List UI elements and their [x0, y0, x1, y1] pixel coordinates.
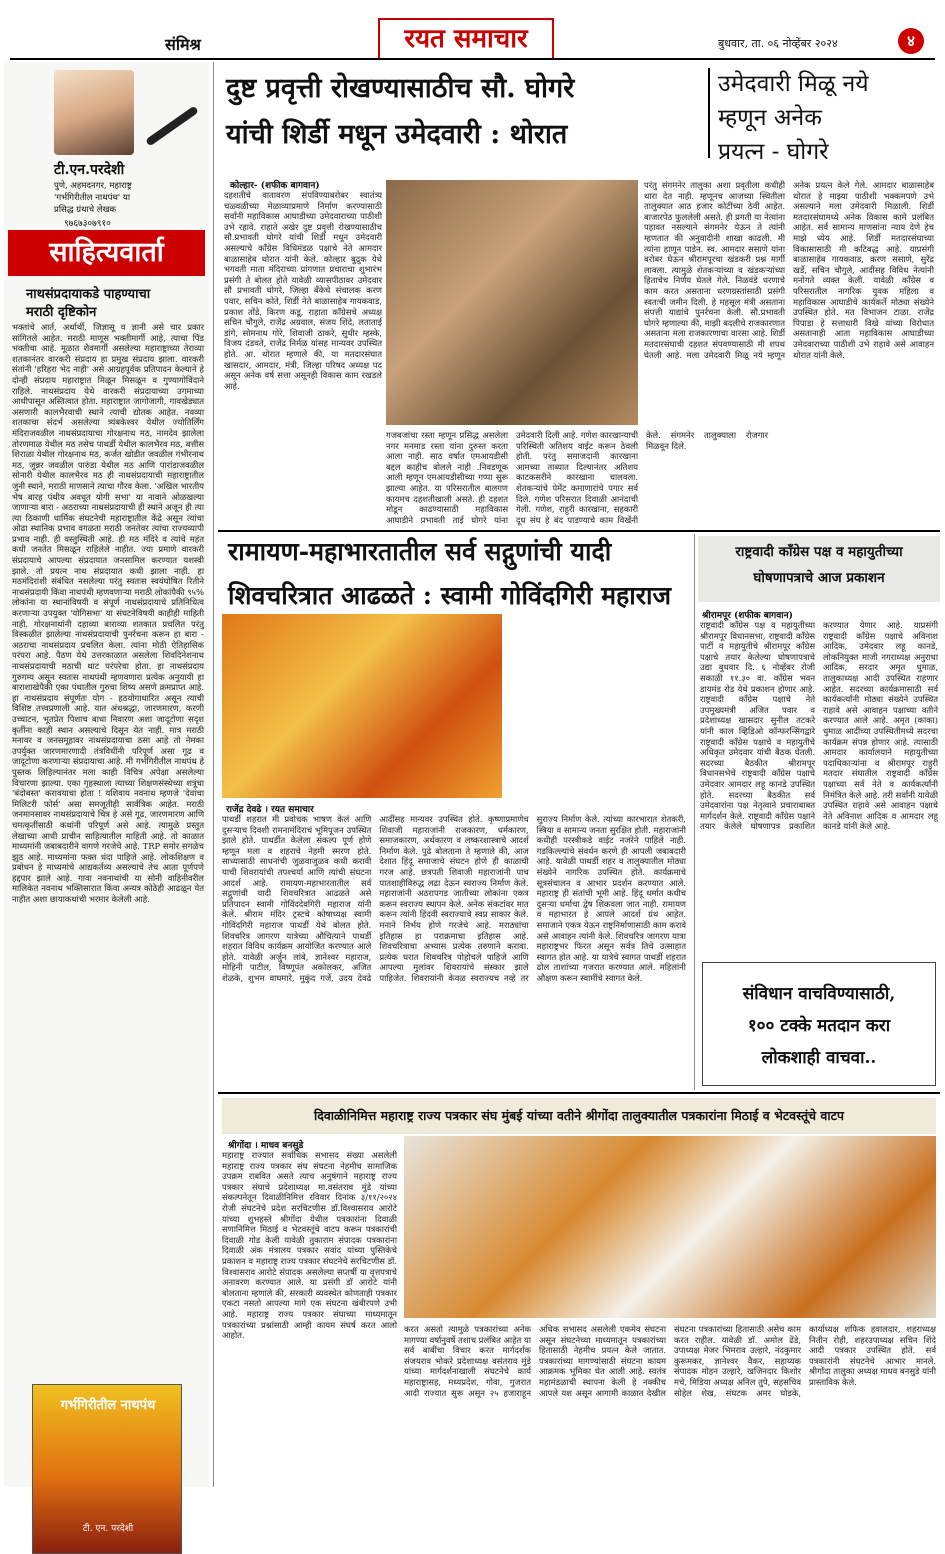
side-headline-3: प्रयत्न - घोगरे: [718, 139, 829, 165]
story1-body-right: परंतु संगमनेर तालुका अशा प्रवृतीला कधीही थारा देत नाही. म्हणूनच आजच्या स्थितीला तालुक्यात आठ हजार कोटींच्या ठेवी आहेत. बाजारपेठ फुललेली असते. ही प्रगती या नेत्यांना पहावत नसल्याने संगमनेर येऊन ते त्यांनी म्हणतात की अनुवादीनी शाखा काढली. मी त्यांना हाणून पाडेन. स्व. आमदार ससाणे यांना बरोबर घेऊन श्रीरामपूरचा खंडकरी प्रश्न मार्गी लावला. त्यामुळे शेतकऱ्यांच्या व खंडकऱ्यांच्या हिताचेच निर्णय घेतले गेले. निळवंडे धरणाचे काम करत असताना धरणग्रस्तांसाठी प्रसंगी स्वतःची जमीन दिली. हे महसूल मंत्री असताना संपत्ती याद्यांचे पुनर्रचना केली. सौ.प्रभावती घोगरे म्हणाल्या की, माझी बदलीचे राजकारणात असताना मला राजकारणाचा वारसा आहे. शिर्डी मतदारसंघाची दहशत संपवण्यासाठी मी शपथ घेतली आहे. मला उमेदवारी मिळू नये म्हणून अनेक प्रयत्न केले गेले. आमदार बाळासाहेब थोरात हे माझ्या पाठीशी भक्कमपणे उभे असल्याने मला उमेदवारी मिळाली. शिर्डी मतदारसंघामध्ये अनेक विकास कामे प्रलंबित आहेत. सर्व सामान्य माणसांना न्याय देणे हेच माझे ध्येय आहे. शिर्डी मतदारसंघाच्या विकासासाठी मी कटिबद्ध आहे. याप्रसंगी बाळासाहेब गायकवाड, करण ससाणे, सुरेंद्र खर्डे, सचिन चौगुले, आदींसह विविध नेत्यांनी मनोगते व्यक्त केली. यावेळी काँग्रेस व परिसरातील नागरिक युवक महिला व महाविकास आघाडीचे कार्यकर्ते मोठ्या संख्येने उपस्थित होते. मत विभाजन टाळा. राजेंद्र पिपाडा हे सत्ताधारी विखे यांच्या विरोधात असतानाही आता महाविकास आघाडीच्या उमेदवाराच्या पाठीशी उभे राहावे असे आवाहन थोरात यांनी केले.: [644, 180, 934, 360]
story-3: [698, 536, 940, 956]
column-title: साहित्यवार्ता: [49, 237, 164, 268]
columnist-phone: ९७६७३०७९१०: [64, 219, 111, 229]
pen-graphic: [145, 106, 199, 147]
story2-headline-2: शिवचरित्रात आढळते : स्वामी गोविंदगिरी महाराज: [228, 581, 672, 610]
story4-headline-box: [222, 1098, 936, 1134]
columnist-line2: 'गर्भगिरीतील नाथपंथ' या: [54, 193, 131, 203]
headline-line-2: यांची शिर्डी मधून उमेदवारी : थोरात: [226, 119, 568, 150]
columnist-panel: [4, 62, 209, 1534]
header-rule: [10, 58, 935, 60]
article-title-2: मराठी दृष्टिकोन: [26, 305, 97, 320]
story2-headline-1: रामायण-महाभारतातील सर्व सद्गुणांची यादी: [228, 537, 612, 566]
headline-line-1: दुष्ट प्रवृत्ती रोखण्यासाठीच सौ. घोगरे: [226, 73, 575, 104]
rule-2: [218, 1092, 940, 1094]
masthead-box: [378, 18, 554, 60]
story1-caption: गजबजांचा रस्ता म्हणून प्रसिद्ध असलेला नगर मनमाड रस्ता यांना दुरुस्त करता आला नाही. साठ वर्षात एमआयडीसी बद्दल काहीच बोलले नाही .निवडणूक आली म्हणून एमआयडीसीच्या गप्पा सुरू झाल्या आहेत. या परिसरातील बालगण कायमच दहशतीखाली असते. ही दहशत मोडून काढण्यासाठी महाविकास आघाडीने प्रभावती ताई घोगरे यांना उमेदवारी दिली आहे. गणेश कारखान्याची परिस्थिती अतिशय वाईट करून ठेवली होती. परंतु समाजदानी कारखाना आमच्या ताब्यात दिल्यानंतर अतिशय काटकसरीने कारखाना चालवला. शेतकऱ्यांचे पेमेंट कमाणारांचे पगार सर्व दिले. गणेश परिसरात दिवाळी आनंदाची गेली. गणेश, राहुरी कारखाना, सहकारी दूध संघ हे बंद पाडण्याचे काम विखेंनी केले. संगमनेर तालुक्याला रोजगार मिळवून दिले.: [386, 430, 768, 525]
page-number: ४: [907, 32, 915, 50]
story1-body-left: दहशतीचे वातावरण संपविण्याबरोबर स्वातंत्र्य चळ्वळीच्या मेळाव्याप्रमाणे निर्माण करण्यासाठी सर्वांनी महाविकास आघाडीच्या उमेदवाराच्या पाठीशी उभे रहावे. राहाते अखेर दुष्ट प्रवृत्ती रोखण्यासाठीच सौ.प्रभावती घोगरे यांची शिर्डी मधून उमेदवारी असल्याचे काँग्रेस विधिमंडळ पक्षाचे नेते आमदार बाळासाहेब थोरात यांनी केले. कोल्हार बुद्रुक येथे भगवती माता मंदिराच्या प्रांगणात प्रचाराचा शुभारंभ प्रसंगी ते बोलत होते यावेळी व्यासपीठावर उमेदवार सौ प्रभावती घोगरे, जिल्हा बँकेचे संचालक करण पवार, सचिन कोते, शिर्डी नेते बाळासाहेब गायकवाड, प्रकाश तोंडे, किरण कडू, राहाता काँग्रेसचे अध्यक्ष सचिन चौगुले, राजेंद्र अग्रवाल, संजय शिंदे, लताताई डांगे, सोमनाथ गोरे, शिवाजी ठाकरे, सुधीर म्हस्के, विजय दंडवते, राजेंद्र निर्मळ यांसह मान्यवर उपस्थित होते. आ. थोरात म्हणाले की, या मतदारसंघात खासदार, आमदार, मंत्री, जिल्हा परिषद अध्यक्ष पद असून अनेक वर्ष सत्ता असूनही विकास काम रखडले आहे.: [224, 190, 382, 391]
side-headline-2: म्हणून अनेक: [718, 105, 822, 131]
book-title: गर्भगिरीतील नाथपंथ: [60, 1398, 156, 1413]
section-label: संमिश्र: [165, 35, 201, 54]
page-header: [0, 0, 945, 58]
left-divider: [213, 62, 214, 1487]
article-body: भक्तांचे आर्त, अर्थार्थी, जिज्ञासू व ज्ञानी असे चार प्रकार सांगितले आहेत. मराठी माणूस भक्तीमार्गी आहे, त्याचा पिंड भक्तीचा आहे. मूळात शैवमार्गी असलेल्या महाराष्ट्राच्या तेराव्या शतकानंतर वारकरी संप्रदाय हा प्रमुख संप्रदाय झाला. वारकरी संतांनी 'हरिहरा भेद नाही' असे आग्रहपूर्वक प्रतिपादन केल्याने हे दोन्ही संप्रदाय महाराष्ट्रात मिळून मिसळून व गुण्यागोविंदाने राहिले. नाथसंप्रदाय येथे वारकरी संप्रदायाच्या उगमाच्या आधीपासून अस्तित्वात होता. महाराष्ट्रात जागोजागी, गावखेड्यात असणारी कालभैरवाची स्थाने त्याची द्योतक आहेत. नवव्या शतकाचा संदर्भ असलेल्या त्र्यंबकेश्वर येथील ज्योतिर्लिंग मंदिराजवळील नाथसंप्रदायाचा गोरक्षनाथ मठ, नामदेव झालेला तोरणमाळ येथील मठ तसेच पाथर्डी येथील कालभैरव मठ, बत्तीस शिराळा येथील गोरक्षनाथ मठ, कर्जत खोडीत जवळील गंभीरनाथ मठ, जुन्नर जवळील पारुंडा येथील मठ आणि पारांडाजवळील सोनारी येथील कालभैरव मठ ही नाथसंप्रदायाची महाराष्ट्रातील जुनी स्थाने, मराठी माणसाने त्याचा गौरव केला. 'अखिल भारतीय भेष बारह पंथीय अवधूत योगी सभा' या नावाने ओळखल्या जाणाऱ्या बारा - अठराच्या नाथसंप्रदायाची ही स्थाने अजून ही त्या त्या ठिकाणी धार्मिक संघटनेची महाराष्ट्रातील केंद्रे असून त्यांचा ओढा स्थानिक प्रभाव वगळता मराठी जनतेवर त्यांचा राज्यव्यापी प्रभाव नाही. ही वस्तुस्थिती आहे. ही मठ मंदिरे व त्यांचे महंत कधी जनतेत मिसळून राहिलेले नाहीत. ज्या प्रमाणे वारकरी संप्रदायाचे आपल्या संप्रदायात जनसामिल करण्यात यशस्वी झाले. तो प्रयत्न नाथ संप्रदायात कधी झाला नाही. हा मठमंदिरांशी संबंधित नसलेल्या परंतु स्वतःस स्वयंघोषित रितीने नाथसंप्रदायी किंवा नाथपंथी म्हणवणाऱ्या मराठी लोकांपैकी ९५% लोकांना या स्थानांविषयी व संपूर्ण नाथसंप्रदायाचे प्रतिनिधित्व करणाऱ्या उपयुक्त 'योगिसभा' या संघटनेविषयी काहीही माहिती नाही. गोरक्षनाथांनी दहाव्या बाराव्या शतकात प्रचलित परंतु विस्कळीत झालेल्या नाथसंप्रदायाची पुनर्रचना करून हा बारा - अठराचा नाथसंप्रदाय प्रचलित केला. त्यांना मोठी ऐतिहासिक परंपरा आहे. पैठण येथे उत्तरकाळात असलेला शिवदिनेशनाथ नाथसंप्रदायाची मठाची थाट परंपरेचा होता. हा नाथसंप्रदाय गुरुगम्य असून स्वतःस नाथपंथी म्हणवणारा प्रत्येक अनुयायी हा बाराशाखेपैकी एका पंथातील गुरुचा शिष्य असणे क्रमप्राप्त आहे. हा नाथसंप्रदाय संपूर्णतः योग - हठयोगाधारित असून त्याची विशिष्ट तत्त्वप्रणाली आहे. यात अंधश्रद्धा, जारणमारण, करणी उच्चाटन, भूतप्रेत पिशाच बाधा निवारण अशा जादूटोणा सदृश कृतींना काही स्थान असल्याचे दिसून येत नाही. मात्र मराठी मनावर व जनसमूहावर नाथसंप्रदायाचा ठसा आहे तो नेमका उपर्युक्त जारणमारणादी तंत्रविधींनी परिपूर्ण असा गूढ व जादूटोणा करणाऱ्या संप्रदायाचा आहे. मी गर्भगिरीतील नाथपंथ हे पुस्तक लिहिल्यानंतर मला काही विचित्र अपेक्षा असलेल्या विचारणा झाल्या. एका गृहस्थाला त्याच्या शिक्षणसंस्थेच्या शत्रूंचा 'बंदोबस्त' करावयाचा होता ! यशिवाय नवनाथ म्हणजे 'देवांचा मिलिटरी फोर्स' असा समजूतीही सार्वत्रिक आहेत. मराठी जनमानसावर नाथसंप्रदायाचे चित्र हे असे गूढ, जारणमारण आणि चमत्कृतींसाठी कथांनी परिपूर्ण असे आहे. त्यामुळे प्रस्तुत लेखाच्या आधी प्राचीन साहित्यातील माहिती आहे. तो काळात माध्यमांनी जबाबदारीने वागणे गरजेचे आहे. TRP समोर सगळेच झुठ आहे. माध्यमांना फक्त धंदा पाहिजे आहे. लोकशिक्षण व प्रबोधन हे माध्यमांचे आद्यकर्तव्य असल्याचे तेच आता पूर्णपणे हद्दपार झाले आहे. गावा नवनाथांची या सोनी वाहिनीवरील मालिकेत नवनाथ भक्तिसारात किंवा अन्यत्र कोठेही आढळून येत नाहीत अशा छायाकथांची भरमार केलेली आहे.: [12, 322, 204, 905]
columnist-name: टी.एन.परदेशी: [54, 162, 125, 178]
article-title-1: नाथसंप्रदायाकडे पाहण्याचा: [26, 287, 151, 302]
story-1: [218, 62, 940, 530]
story1-photo: [386, 180, 638, 425]
story3-body: राष्ट्रवादी काँग्रेस पक्ष व महायुतीच्या श्रीरामपूर विधानसभा, राष्ट्रवादी काँग्रेस पार्टी व महायुतीचे श्रीरामपूर काँग्रेस पक्षाचे तयार केलेल्या घोषणापत्राचे उद्या बुधवार दि. ६ नोव्हेंबर रोजी सकाळी ११.३० वा. काँग्रेस भवन डायमंड रोड येथे प्रकाशन होणार आहे. राष्ट्रवादी काँग्रेस पक्षाचे नेते उपमुख्यमंत्री अजित पवार व प्रदेशाध्यक्ष खासदार सुनील तटकरे यांनी काल व्हिडिओ कॉन्फरन्सिंगद्वारे राष्ट्रवादी काँग्रेस पक्षाचे व महायुतीचे अधिकृत उमेदवार यांची बैठक घेतली. सदरच्या बैठकीत श्रीरामपूर विधानसभेचे राष्ट्रवादी काँग्रेस पक्षाचे उमेदवार आमदार लहू कानडे उपस्थित होते. सदरच्या बैठकीत सर्व उमेदवारांना पक्ष नेतृत्वाने प्रचाराबाबत मार्गदर्शन केले. राष्ट्रवादी काँग्रेस पक्षाने तयार केलेले घोषणापत्र प्रकाशित करण्यात येणार आहे. याप्रसंगी राष्ट्रवादी काँग्रेस पक्षाचे अविनाश आदिक, उमेदवार लहू कानडे, लोकनियुक्त माजी नगराध्यक्ष अनुराधा आदिक, सरदार अमृत धुमाळ, तालुकाध्यक्ष आदी उपस्थित राहणार आहेत. सदरच्या कार्यक्रमासाठी सर्व कार्यकर्त्यांनी मोठ्या संख्येने उपस्थित राहावे असे आवाहन पक्षाच्या वतीने करण्यात आले आहे. अमृत (काका) धुमाळ आदींच्या उपस्थितीमध्ये सदरचा कार्यक्रम संपन्न होणार आहे. त्यासाठी आमदार कार्यालयाने महायुतीच्या पदाधिकाऱ्यांना व श्रीरामपूर राहुरी मतदार संघातील राष्ट्रवादी काँग्रेस पक्षाच्या सर्व नेते व कार्यकर्त्यांनी निमंत्रित केले आहे. तरी सर्वांनी यावेळी उपस्थित राहावे असे आवाहन पक्षाचे नेते अविनाश आदिक व आमदार लहू कानडे यांनी केले आहे.: [700, 620, 938, 832]
side-headline-rule: [708, 68, 710, 158]
story3-dateline: श्रीरामपूर (शफीक बागवान): [702, 611, 793, 621]
columnist-line3: प्रसिद्ध ग्रंथाचे लेखक: [54, 205, 117, 215]
book-cover: [32, 1384, 182, 1554]
story4-dateline: श्रीगोंदा । माधव बनसुडे: [228, 1141, 304, 1151]
banner-line-1: संविधान वाचविण्यासाठी,: [742, 984, 896, 1004]
masthead: रयत समाचार: [404, 24, 528, 54]
side-headline-1: उमेदवारी मिळू नये: [718, 71, 869, 97]
banner-line-3: लोकशाही वाचवा..: [761, 1048, 877, 1068]
story4-photo: [404, 1136, 936, 1318]
story2-body: पाथर्डी शहरात मी प्रवोचक भाषण केलं आणि दुसऱ्याच दिवशी रामनामंदिराचं भूमिपूजन उपस्थित झाले होते. पाथर्डीत केलेला संकल्प पूर्ण होणे म्हणून मला व शहराचे नेहमी स्मरण होते. साध्यासाठी साधनांची जुळवाजुळव कधी करावी याची शिवरायांची तपश्चर्या आणि त्यांची संघटना आदर्श आहे. रामायण-महाभारतातील सर्व सद्गुणांची यादी शिवचरित्रात आढळते असे प्रतिपादन स्वामी गोविंददेवगिरी महाराज यांनी केले. श्रीराम मंदिर ट्रस्टचे कोषाध्यक्ष स्वामी गोविंदगिरी महाराज पाथर्डी येथे बोलत होते. शिवचरित्र जागरण यात्रेच्या औचित्याने पाथर्डी शहरात विविध कार्यक्रम आयोजित करण्यात आले होते. यावेळी अर्जुन लांबे, ज्ञानेश्वर महाराज, मोहिनी पाटील, विष्णूपंत अकोलकर, अजित शेळके, शुभम वाघमारे, मुकुंद गर्जे, उदय देवढे आदींसह मान्यवर उपस्थित होते. कृष्णाप्रमाणेच शिवाजी महाराजांनी राजकारण, धर्मकारण, समाजकारण, अर्थकारण व लष्करशास्त्राचे आदर्श निर्माण केले. पुढे बोलताना ते म्हणाले की, आज देशात हिंदू समाजाचे संघटन होणे ही काळाची गरज आहे. छत्रपती शिवाजी महाराजांनी पाच पातशाहीविरुद्ध लढा देऊन स्वराज्य निर्माण केले. महाराजांनी अठरापगड जातीच्या लोकांना एकत्र करून स्वराज्य स्थापन केले. अनेक संकटांवर मात करून त्यांनी हिंदवी स्वराज्याचे स्वप्न साकार केले. मनाने निर्भय होणे गरजेचे आहे. मराठ्यांचा इतिहास हा पराक्रमाचा इतिहास आहे. शिवचरित्राचा अभ्यास प्रत्येक तरुणाने करावा. प्रत्येक घरात शिवचरित्र पोहोचले पाहिजे आणि आपल्या मुलांवर शिवरायांचे संस्कार झाले पाहिजेत. शिवरायांनी केवळ स्वराज्यच नव्हे तर सुराज्य निर्माण केले. त्यांच्या कारभारात शेतकरी, स्त्रिया व सामान्य जनता सुरक्षित होती. महाराजांनी कधीही परस्त्रीकडे वाईट नजरेने पाहिले नाही. गडकिल्ल्यांचे संवर्धन करणे ही आपली जबाबदारी आहे. यावेळी पाथर्डी शहर व तालुक्यातील मोठ्या संख्येने नागरिक उपस्थित होते. कार्यक्रमाचे सूत्रसंचालन व आभार प्रदर्शन करण्यात आले. महाराष्ट्र ही संतांची भूमी आहे. हिंदू धर्मात कधीच दुसऱ्या धर्माचा द्वेष शिकवला जात नाही. रामायण व महाभारत हे आपले आदर्श ग्रंथ आहेत. समाजाने एकत्र येऊन राष्ट्रनिर्माणासाठी काम करावे असे आवाहन त्यांनी केले. शिवचरित्र जागरण यात्रा महाराष्ट्रभर फिरत असून सर्वत्र तिचे उत्साहात स्वागत होत आहे. या यात्रेचे स्वागत पाथर्डी शहरात ढोल ताशांच्या गजरात करण्यात आले. महिलांनी औक्षण करून स्वामींचे स्वागत केले.: [222, 814, 686, 983]
page-number-badge: [898, 28, 924, 54]
story3-headline-1: राष्ट्रवादी काँग्रेस पक्ष व महायुतीच्या: [735, 544, 903, 560]
banner-line-2: १०० टक्के मतदान करा: [747, 1016, 891, 1036]
story3-headline-2: घोषणापत्राचे आज प्रकाशन: [753, 570, 885, 586]
columnist-photo: [54, 70, 134, 155]
rule-1: [218, 530, 940, 532]
story-2: [218, 534, 690, 1090]
mid-divider: [694, 534, 695, 1090]
story2-dateline: राजेंद्र देवढे । रयत समाचार: [226, 805, 314, 815]
story2-photo: [222, 614, 502, 798]
column-title-box: [8, 230, 205, 276]
story4-headline: दिवाळीनिमित्त महाराष्ट्र राज्य पत्रकार संघ मुंबई यांच्या वतीने श्रीगोंदा तालुक्यातील पत्रकारांना मिठाई व भेटवस्तूंचे वाटप: [313, 1108, 844, 1123]
voting-banner: [702, 962, 936, 1086]
story4-body-right: करत असतो त्यामुळे पत्रकारांच्या अनेक मागण्या वर्षानुवर्षे तशाच प्रलंबित आहेत या सर्व बाबींचा विचार करत मार्गदर्शक संजयराव भोकरे प्रदेशाध्यक्ष वसंतराव मुंडे यांच्या मार्गदर्शनाखाली संघटनेचे कार्य महाराष्ट्रासह, मध्यप्रदेश, गोवा, गुजरात आदी राज्यात सुरू असून २५ हजाराहून अधिक सभासद असलेली एकमेव संघटना असून संघटनेच्या माध्यमातून पत्रकारांच्या हितासाठी नेहमीच प्रयत्न केले जातात. पत्रकारांच्या मागण्यांसाठी संघटना कायम आक्रमक भूमिका घेत आली आहे. स्वतंत्र महामंडळाची स्थापना केली हे नक्कीच आपले यश असून आगामी काळात देखील संघटना पत्रकारांच्या हितासाठी असेच काम करत राहील. यावेळी डॉ. अमोल ढेंडे, उपाध्यक्ष मेजर भिमराव उल्हारे, नंदकुमार कुरूमकर, ज्ञानेश्वर वैकर, सहाय्यक संपादक मोहन उल्हारे, खजिनदार किशोर मचे, मिडिया अध्यक्ष अनिल तुपे, सहसचिव सोहेल शेख, संघटक अमर घोडके, कार्याध्यक्ष शफिक हवालदार, शहराध्यक्ष नितीन रोही, शहरउपाध्यक्ष सचिन शिंदे आदी पत्रकार उपस्थित होते. सर्व पत्रकारांनी संघटनेचे आभार मानले. श्रीगोंदा तालुका अध्यक्ष माधव बनसुडे यांनी प्रास्ताविक केले.: [404, 1324, 936, 1398]
story4-body-left: महाराष्ट्र राज्यात सर्वाधिक सभासद संख्या असलेली महाराष्ट्र राज्य पत्रकार संघ संघटना नेहमीच सामाजिक उपक्रम राबवित असते त्याच अनुषंगाने महाराष्ट्र राज्य पत्रकार संघाचे प्रदेशाध्यक्ष मा.वसंतराव मुंडे यांच्या संकल्पनेतून दिवाळीनिमित्त रविवार दिनांक ३/११/२०२४ रोजी संघटनेचे प्रदेश सरचिटणीस डॉ.विश्वासराव आरोटे यांच्या शुभहस्ते श्रीगोंदा येथील पत्रकारांना दिवाळी सणानिमित्त मिठाई व भेटवस्तूंचे वाटप करून पत्रकारांची दिवाळी गोड केली यावेळी तुकाराम संपादक पत्रकारांना दिवाळी अंक मंत्रालय पत्रकार सवांद यांच्या पुस्तिकेचे प्रकाशन व महाराष्ट्र राज्य पत्रकार संघटनेचे सरचिटणीस डॉ. विश्वासराव आरोटे संपादक असलेल्या सप्तर्षी या वृत्तपत्राचे अनावरण करण्यात आले. या प्रसंगी डॉ आरोटे यांनी बोलताना म्हणाले की, सरकारी व्यवस्थेत कोणताही पत्रकार एकटा नसतो आपल्या मागे एक संघटना खंबीरपणे उभी आहे. महाराष्ट्र राज्य पत्रकार संघाच्या माध्यमातून पत्रकारांच्या प्रश्नांसाठी आम्ही कायम संघर्ष करत आलो आहोत.: [222, 1150, 397, 1341]
story-4: [218, 1096, 940, 1488]
book-author: टी. एन. परदेशी: [82, 1524, 134, 1534]
issue-date: बुधवार, ता. ०६ नोव्हेंबर २०२४: [718, 37, 838, 50]
columnist-line1: पुणे, अहमदनगर, महाराष्ट्र: [54, 181, 132, 191]
story3-headline-box: [698, 536, 940, 602]
story1-dateline: कोल्हार- (शफीक बागवान): [230, 181, 320, 191]
